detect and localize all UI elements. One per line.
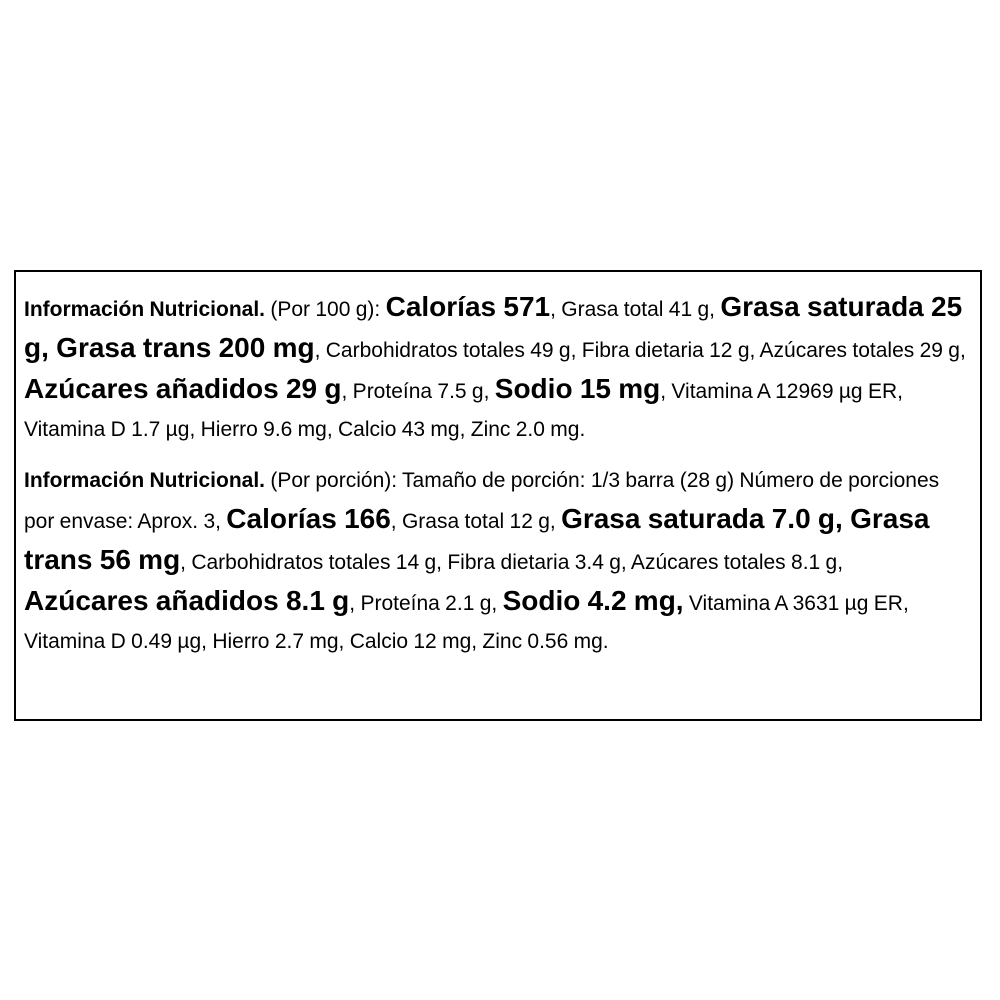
calories-value: Calorías 166 [226,503,391,534]
serving-basis-text: (Por porción): Tamaño de porción: 1/3 barra (28 g) Número de porciones por envase: Aprox. 3, [24,469,940,533]
serving-basis-text: (Por 100 g): [265,298,386,321]
vitamins-minerals-text: Vitamina A 3631 µg ER, Vitamina D 0.49 µg, Hierro 2.7 mg, Calcio 12 mg, Zinc 0.56 mg. [24,592,909,653]
nutrition-panel-per-100g [24,288,972,449]
vitamins-minerals-text: , Vitamina A 12969 µg ER, Vitamina D 1.7 µg, Hierro 9.6 mg, Calcio 43 mg, Zinc 2.0 mg. [24,380,903,441]
saturated-trans-fat-value: Grasa saturada 7.0 g, Grasa trans 56 mg [24,503,930,575]
saturated-trans-fat-value: Grasa saturada 25 g, Grasa trans 200 mg [24,291,963,363]
total-fat-text: , Grasa total 41 g, [550,298,721,321]
sodium-value: Sodio 4.2 mg, [502,585,684,616]
carbs-fiber-sugars-text: , Carbohidratos totales 49 g, Fibra dietaria 12 g, Azúcares totales 29 g, [314,339,966,362]
protein-text: , Proteína 7.5 g, [341,380,495,403]
added-sugars-value: Azúcares añadidos 29 g [24,373,342,404]
panel-heading: Información Nutricional. [24,469,266,492]
panel-heading: Información Nutricional. [24,298,266,321]
nutrition-panel-per-serving [24,462,972,661]
carbs-fiber-sugars-text: , Carbohidratos totales 14 g, Fibra dietaria 3.4 g, Azúcares totales 8.1 g, [180,551,844,574]
sodium-value: Sodio 15 mg [494,373,661,404]
added-sugars-value: Azúcares añadidos 8.1 g [24,585,350,616]
nutrition-label-box [14,270,982,721]
calories-value: Calorías 571 [385,291,551,322]
protein-text: , Proteína 2.1 g, [349,592,503,615]
total-fat-text: , Grasa total 12 g, [390,510,562,533]
